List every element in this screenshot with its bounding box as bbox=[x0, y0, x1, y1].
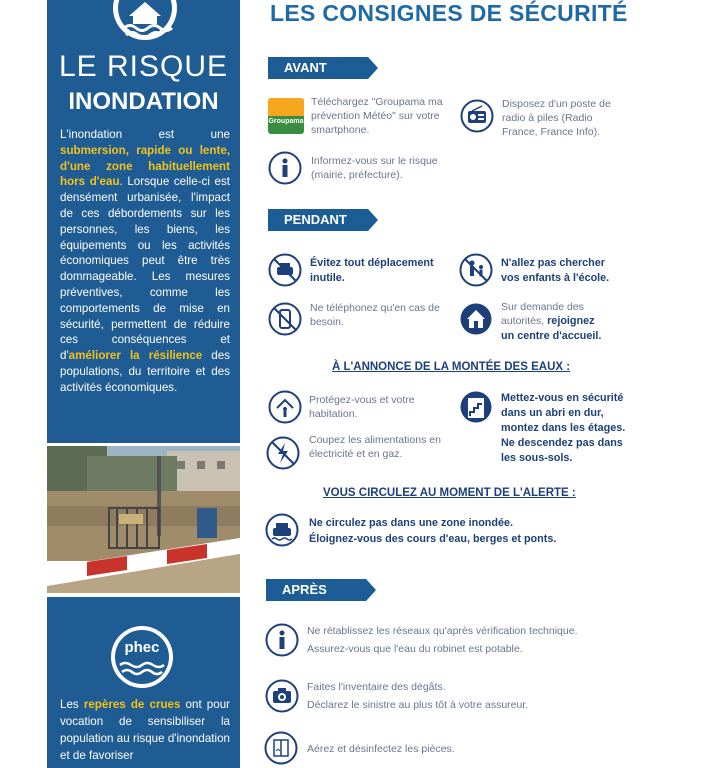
avant-item-2: Disposez d'un poste de radio à piles (Radio France, France Info). bbox=[502, 98, 611, 138]
stairs-up-icon bbox=[459, 390, 493, 424]
groupama-app-label: Groupama bbox=[268, 118, 304, 125]
pendant-item-1: Évitez tout déplacement inutile. bbox=[310, 257, 434, 284]
phec-logo bbox=[110, 625, 174, 689]
apres-item-2-line1: Faites l'inventaire des dégâts. bbox=[307, 681, 446, 693]
intro-text-3: des populations, du territoire et des activités économiques. bbox=[60, 349, 230, 394]
shelter-icon bbox=[459, 302, 493, 336]
apres-item-2-line2: Déclarez le sinistre au plus tôt à votre assureur. bbox=[307, 699, 529, 711]
montee-heading: À L'ANNONCE DE LA MONTÉE DES EAUX : bbox=[332, 361, 571, 373]
ventilate-icon bbox=[264, 731, 298, 765]
apres-item-1-line2: Assurez-vous que l'eau du robinet est potable. bbox=[307, 643, 523, 655]
apres-item-1-line1: Ne rétablissez les réseaux qu'après vérification technique. bbox=[307, 625, 578, 637]
montee-item-1: Protégez-vous et votre habitation. bbox=[309, 394, 415, 420]
section-tag-pendant: PENDANT bbox=[268, 209, 368, 231]
intro-text: L'inondation est une bbox=[60, 128, 230, 141]
section-tag-apres: APRÈS bbox=[266, 579, 366, 601]
info-icon bbox=[268, 151, 302, 185]
montee-item-2: Mettez-vous en sécurité dans un abri en dur, montez dans les étages. Ne descendez pas dans les sous-sols. bbox=[501, 392, 626, 464]
risk-title-line1: LE RISQUE bbox=[58, 50, 229, 83]
phone-forbidden-icon bbox=[268, 302, 302, 336]
flood-marks-paragraph bbox=[60, 696, 230, 764]
alerte-item-1-line2: Éloignez-vous des cours d'eau, berges et ponts. bbox=[309, 533, 557, 545]
montee-item-3: Coupez les alimentations en électricité et en gaz. bbox=[309, 434, 441, 460]
info-icon bbox=[265, 623, 299, 657]
car-icon bbox=[265, 513, 299, 547]
pendant-item-4-text: Sur demande des autorités, bbox=[501, 301, 584, 327]
intro-highlight-2: améliorer la résilience bbox=[68, 349, 203, 363]
radio-icon bbox=[460, 99, 494, 133]
apres-item-3: Aérez et désinfectez les pièces. bbox=[307, 743, 455, 755]
intro-highlight: submersion, rapide ou lente, d'une zone habituellement hors d'eau bbox=[60, 143, 230, 189]
phec-label: phec bbox=[124, 639, 160, 656]
flooded-street-photo bbox=[47, 446, 240, 593]
flood-marks-text: Les bbox=[60, 698, 84, 711]
children-forbidden-icon bbox=[459, 253, 493, 287]
risk-title-line2: INONDATION bbox=[68, 88, 219, 115]
section-tag-avant: AVANT bbox=[268, 57, 368, 79]
avant-item-1: Téléchargez "Groupama ma prévention Météo" sur votre smartphone. bbox=[311, 96, 443, 136]
pendant-item-3: Ne téléphonez qu'en cas de besoin. bbox=[310, 302, 440, 328]
pendant-item-2: N'allez pas chercher vos enfants à l'école. bbox=[501, 257, 610, 284]
page-title: LES CONSIGNES DE SÉCURITÉ bbox=[270, 0, 628, 26]
alerte-item-1-line1: Ne circulez pas dans une zone inondée. bbox=[309, 517, 513, 529]
intro-text-2: . Lorsque celle-ci est densément urbanisée, l'impact de ces débordements sur les personnes, les biens, les équipements ou les activités économiques peut être très dommageable. Les mesures préventives, comme les comportements de mise en sécurité, permettent de réduire ces conséquences et d' bbox=[60, 175, 230, 363]
alerte-heading: VOUS CIRCULEZ AU MOMENT DE L'ALERTE : bbox=[323, 487, 576, 499]
car-forbidden-icon bbox=[268, 253, 302, 287]
pendant-item-4 bbox=[501, 300, 606, 344]
protect-house-icon bbox=[268, 390, 302, 424]
intro-paragraph bbox=[60, 127, 230, 396]
flood-marks-text-2: ont pour vocation de sensibiliser la population au risque d'inondation et de favoriser bbox=[60, 698, 231, 762]
power-off-icon bbox=[266, 436, 300, 470]
groupama-app-icon bbox=[268, 98, 304, 134]
camera-icon bbox=[265, 679, 299, 713]
pendant-item-4-bold: rejoignez un centre d'accueil. bbox=[501, 315, 602, 342]
avant-item-3: Informez-vous sur le risque (mairie, préfecture). bbox=[311, 155, 438, 181]
flood-marks-highlight: repères de crues bbox=[83, 698, 181, 711]
house-waves-icon bbox=[112, 0, 178, 46]
